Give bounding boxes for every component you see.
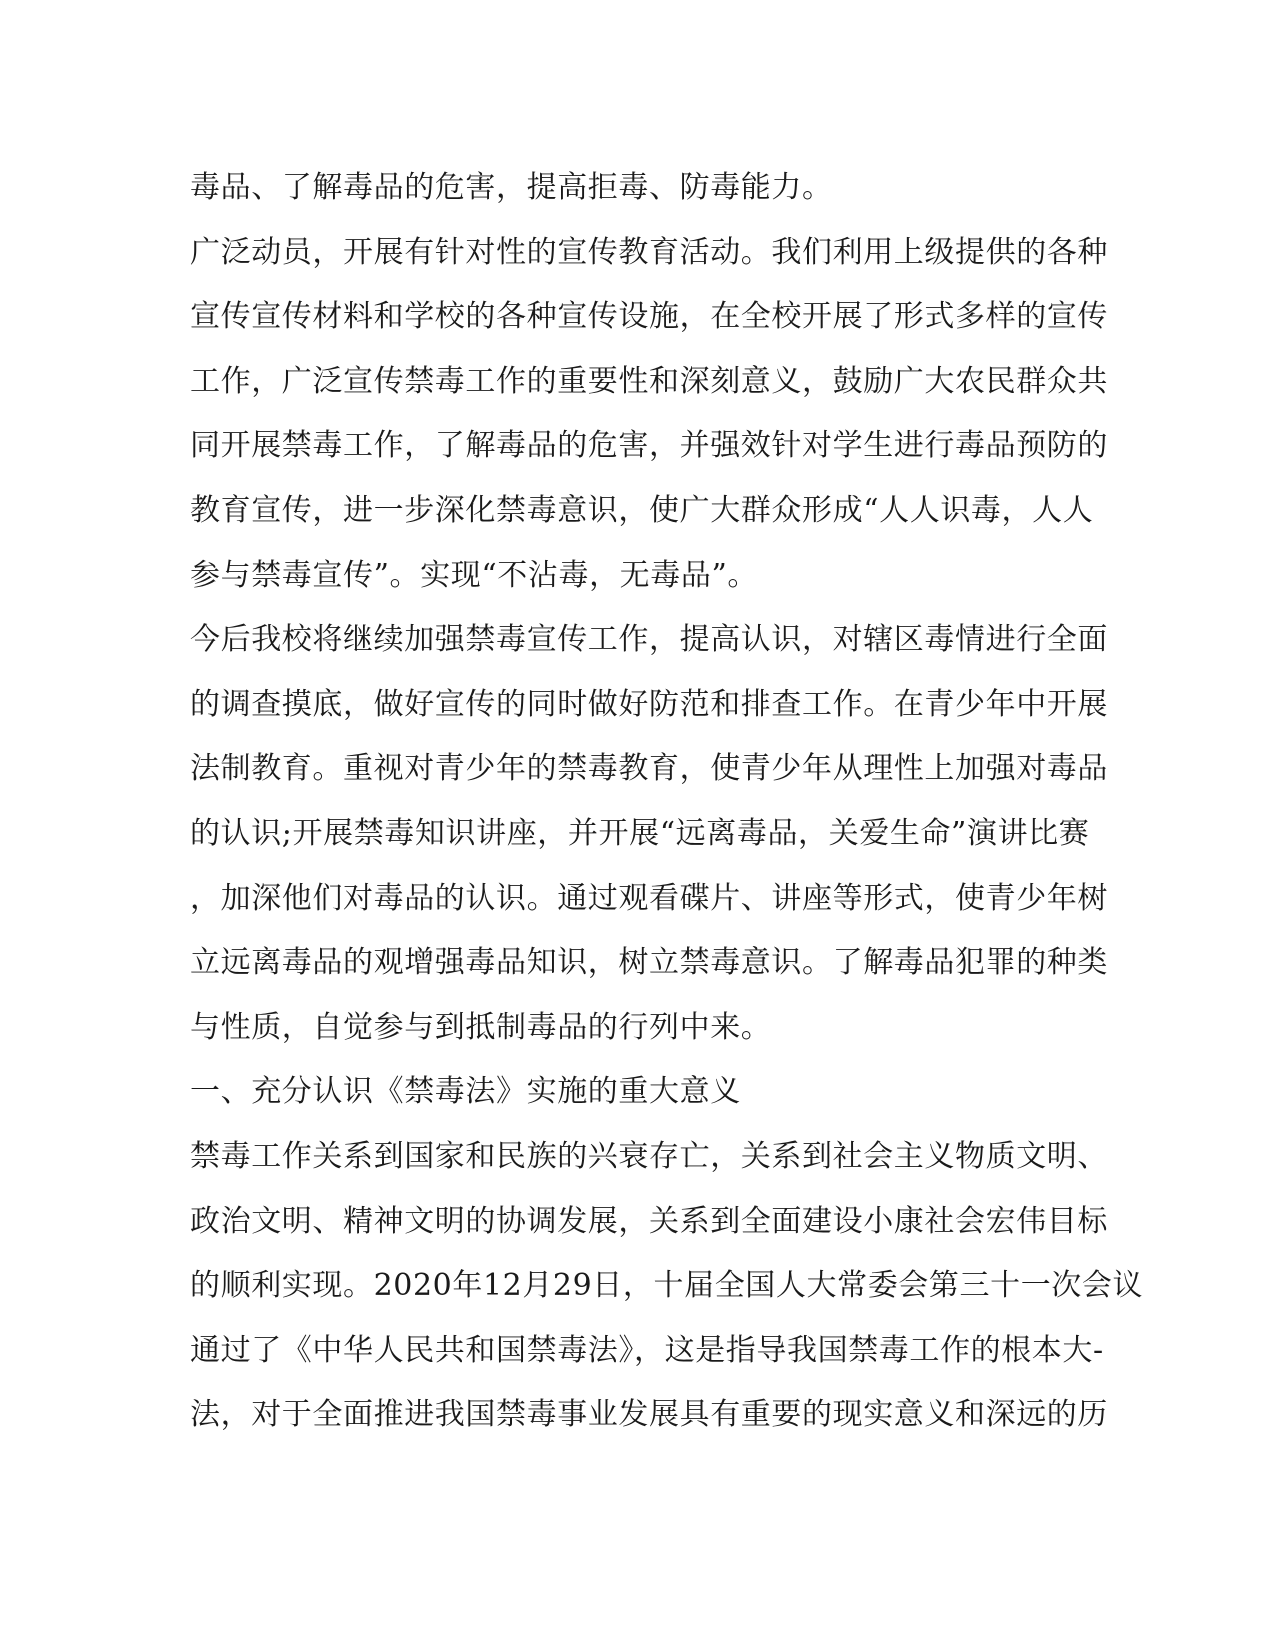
text-line: 今后我校将继续加强禁毒宣传工作，提高认识，对辖区毒情进行全面 xyxy=(190,622,1108,658)
text-line: 广泛动员，开展有针对性的宣传教育活动。我们利用上级提供的各种 xyxy=(190,234,1108,270)
text-line: 法制教育。重视对青少年的禁毒教育，使青少年从理性上加强对毒品 xyxy=(190,751,1108,787)
text-line: 法，对于全面推进我国禁毒事业发展具有重要的现实意义和深远的历 xyxy=(190,1397,1108,1433)
text-line: 与性质，自觉参与到抵制毒品的行列中来。 xyxy=(190,1009,772,1045)
text-line: 毒品、了解毒品的危害，提高拒毒、防毒能力。 xyxy=(190,170,833,205)
text-line: 教育宣传，进一步深化禁毒意识，使广大群众形成“人人识毒，人人 xyxy=(190,492,1094,528)
text-line: 参与禁毒宣传”。实现“不沾毒，无毒品”。 xyxy=(190,557,759,593)
text-line: ，加深他们对毒品的认识。通过观看碟片、讲座等形式，使青少年树 xyxy=(190,880,1108,916)
text-line: 工作，广泛宣传禁毒工作的重要性和深刻意义，鼓励广大农民群众共 xyxy=(190,363,1108,399)
body-text xyxy=(190,156,1144,1448)
text-line: 同开展禁毒工作，了解毒品的危害，并强效针对学生进行毒品预防的 xyxy=(190,428,1108,464)
text-line: 宣传宣传材料和学校的各种宣传设施，在全校开展了形式多样的宣传 xyxy=(190,299,1108,335)
text-line: 政治文明、精神文明的协调发展，关系到全面建设小康社会宏伟目标 xyxy=(190,1203,1108,1239)
text-line: 立远离毒品的观增强毒品知识，树立禁毒意识。了解毒品犯罪的种类 xyxy=(190,945,1108,981)
section-heading: 一、充分认识《禁毒法》实施的重大意义 xyxy=(190,1074,741,1110)
text-line: 通过了《中华人民共和国禁毒法》，这是指导我国禁毒工作的根本大- xyxy=(190,1332,1104,1368)
text-line: 禁毒工作关系到国家和民族的兴衰存亡，关系到社会主义物质文明、 xyxy=(190,1138,1108,1174)
text-line: 的调查摸底，做好宣传的同时做好防范和排查工作。在青少年中开展 xyxy=(190,686,1108,722)
text-line: 的顺利实现。2020年12月29日，十届全国人大常委会第三十一次会议 xyxy=(190,1268,1144,1304)
text-line: 的认识;开展禁毒知识讲座，并开展“远离毒品，关爱生命”演讲比赛 xyxy=(190,815,1090,851)
